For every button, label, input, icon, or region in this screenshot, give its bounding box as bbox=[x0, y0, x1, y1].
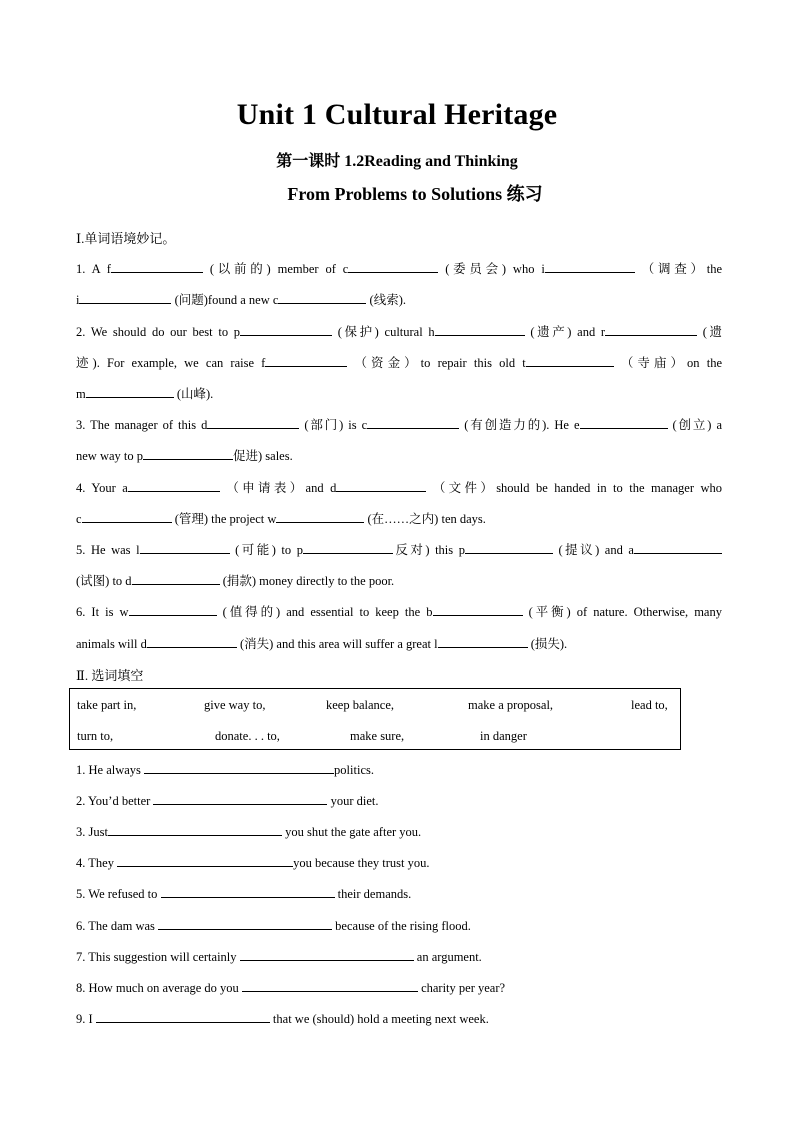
text-segment: （文件）should be handed in to the manager who bbox=[432, 481, 722, 495]
blank[interactable] bbox=[276, 509, 364, 523]
blank[interactable] bbox=[153, 791, 327, 805]
s2-q3 bbox=[76, 822, 722, 840]
text-segment: 迹). For example, we can raise f bbox=[76, 356, 266, 370]
s2-q6 bbox=[76, 916, 722, 934]
text-segment: (有创造力的). He e bbox=[464, 418, 580, 432]
q2-line-1 bbox=[76, 322, 722, 340]
text-segment: （资金）to repair this old t bbox=[354, 356, 526, 370]
s2-q2 bbox=[76, 791, 722, 809]
q4-line-1 bbox=[76, 478, 722, 496]
text-segment: 1. He always bbox=[76, 763, 141, 777]
text-segment: (创立) a bbox=[672, 418, 723, 432]
text-segment: (在……之内) ten days. bbox=[367, 512, 486, 526]
lesson-topic: From Problems to Solutions 练习 bbox=[287, 184, 543, 204]
blank[interactable] bbox=[605, 322, 697, 336]
q6-line-2 bbox=[76, 634, 722, 652]
text-segment: (遗 bbox=[702, 325, 723, 339]
text-segment: (值得的) and essential to keep the b bbox=[222, 605, 433, 619]
q2-line-3 bbox=[76, 384, 722, 402]
blank[interactable] bbox=[96, 1009, 270, 1023]
q6-line-1 bbox=[76, 602, 722, 620]
text-segment: （申请表）and d bbox=[226, 481, 337, 495]
section-2-heading: Ⅱ. 选词填空 bbox=[76, 668, 144, 683]
text-segment: politics. bbox=[334, 763, 374, 777]
text-segment: 反对) this p bbox=[392, 543, 465, 557]
text-segment: 5. We refused to bbox=[76, 887, 158, 901]
text-segment: （调查）the bbox=[641, 262, 723, 276]
blank[interactable] bbox=[545, 259, 635, 273]
text-segment: c bbox=[76, 512, 82, 526]
blank[interactable] bbox=[144, 760, 334, 774]
q3-line-1 bbox=[76, 415, 722, 433]
word-option: in danger bbox=[480, 729, 527, 743]
q3-line-2 bbox=[76, 446, 722, 464]
blank[interactable] bbox=[140, 540, 230, 554]
blank[interactable] bbox=[336, 478, 426, 492]
blank[interactable] bbox=[86, 384, 174, 398]
blank[interactable] bbox=[240, 322, 332, 336]
text-segment: 1. A f bbox=[76, 262, 111, 276]
text-segment: your diet. bbox=[330, 794, 379, 808]
blank[interactable] bbox=[580, 415, 668, 429]
page-title: Unit 1 Cultural Heritage bbox=[236, 98, 558, 131]
text-segment: (平衡) of nature. Otherwise, many bbox=[528, 605, 722, 619]
text-segment: 9. I bbox=[76, 1012, 93, 1026]
text-segment: 2. You’d better bbox=[76, 794, 151, 808]
blank[interactable] bbox=[207, 415, 299, 429]
blank[interactable] bbox=[278, 290, 366, 304]
s2-q9 bbox=[76, 1009, 722, 1027]
s2-q1 bbox=[76, 760, 722, 778]
text-segment: 2. We should do our best to p bbox=[76, 325, 241, 339]
text-segment: (遗产) and r bbox=[530, 325, 606, 339]
lesson-subtitle: 第一课时 1.2Reading and Thinking bbox=[276, 153, 518, 170]
text-segment: 6. It is w bbox=[76, 605, 129, 619]
word-option: take part in, bbox=[77, 698, 137, 712]
text-segment: their demands. bbox=[337, 887, 412, 901]
blank[interactable] bbox=[438, 634, 528, 648]
text-segment: (以前的) member of c bbox=[209, 262, 349, 276]
word-option: make sure, bbox=[350, 729, 405, 743]
word-option: turn to, bbox=[77, 729, 114, 743]
section-1-heading: Ⅰ.单词语境妙记。 bbox=[76, 231, 176, 246]
word-box bbox=[69, 688, 681, 750]
text-segment: (可能) to p bbox=[235, 543, 303, 557]
blank[interactable] bbox=[129, 602, 217, 616]
text-segment: 8. How much on average do you bbox=[76, 981, 239, 995]
text-segment: (捐款) money directly to the poor. bbox=[222, 574, 395, 588]
text-segment: 6. The dam was bbox=[76, 919, 155, 933]
q1-line-1 bbox=[76, 259, 722, 277]
text-segment: you because they trust you. bbox=[293, 856, 430, 870]
blank[interactable] bbox=[303, 540, 393, 554]
blank[interactable] bbox=[147, 634, 237, 648]
q5-line-1 bbox=[76, 540, 722, 558]
blank[interactable] bbox=[240, 947, 414, 961]
blank[interactable] bbox=[265, 353, 347, 367]
blank[interactable] bbox=[242, 978, 418, 992]
text-segment: 5. He was l bbox=[76, 543, 140, 557]
blank[interactable] bbox=[348, 259, 438, 273]
s2-q8 bbox=[76, 978, 722, 996]
blank[interactable] bbox=[465, 540, 553, 554]
word-option: give way to, bbox=[204, 698, 266, 712]
text-segment: because of the rising flood. bbox=[335, 919, 471, 933]
blank[interactable] bbox=[117, 853, 293, 867]
blank[interactable] bbox=[128, 478, 220, 492]
text-segment: (提议) and a bbox=[558, 543, 634, 557]
text-segment: 4. They bbox=[76, 856, 114, 870]
blank[interactable] bbox=[161, 884, 335, 898]
text-segment: (山峰). bbox=[176, 387, 214, 401]
text-segment: (损失). bbox=[530, 637, 568, 651]
blank[interactable] bbox=[79, 290, 171, 304]
text-segment: animals will d bbox=[76, 637, 147, 651]
q2-line-2 bbox=[76, 353, 722, 371]
text-segment: you shut the gate after you. bbox=[285, 825, 422, 839]
blank[interactable] bbox=[108, 822, 282, 836]
blank[interactable] bbox=[433, 602, 523, 616]
text-segment: (问题)found a new c bbox=[174, 293, 279, 307]
text-segment: 4. Your a bbox=[76, 481, 128, 495]
text-segment: （寺庙）on the bbox=[620, 356, 722, 370]
blank[interactable] bbox=[435, 322, 525, 336]
text-segment: 7. This suggestion will certainly bbox=[76, 950, 237, 964]
q4-line-2 bbox=[76, 509, 722, 527]
blank[interactable] bbox=[367, 415, 459, 429]
text-segment: (线索). bbox=[369, 293, 406, 307]
q5-line-2 bbox=[76, 571, 722, 589]
text-segment: (消失) and this area will suffer a great l bbox=[239, 637, 438, 651]
blank[interactable] bbox=[111, 259, 203, 273]
text-segment: (管理) the project w bbox=[174, 512, 277, 526]
text-segment: charity per year? bbox=[421, 981, 506, 995]
text-segment: (委员会) who i bbox=[445, 262, 545, 276]
text-segment: an argument. bbox=[416, 950, 482, 964]
word-option: keep balance, bbox=[326, 698, 395, 712]
text-segment: (保护) cultural h bbox=[337, 325, 435, 339]
s2-q7 bbox=[76, 947, 722, 965]
text-segment: new way to p bbox=[76, 449, 143, 463]
word-option: make a proposal, bbox=[468, 698, 554, 712]
text-segment: i bbox=[76, 293, 80, 307]
blank[interactable] bbox=[82, 509, 172, 523]
text-segment: 3. Just bbox=[76, 825, 108, 839]
s2-q4 bbox=[76, 853, 722, 871]
blank[interactable] bbox=[143, 446, 233, 460]
text-segment: 3. The manager of this d bbox=[76, 418, 208, 432]
blank[interactable] bbox=[526, 353, 614, 367]
q1-line-2 bbox=[76, 290, 722, 308]
text-segment: m bbox=[76, 387, 86, 401]
text-segment: 促进) sales. bbox=[233, 449, 293, 463]
word-option: lead to, bbox=[631, 698, 668, 712]
text-segment: (部门) is c bbox=[304, 418, 368, 432]
text-segment: that we (should) hold a meeting next week. bbox=[272, 1012, 489, 1026]
text-segment: (试图) to d bbox=[76, 574, 132, 588]
s2-q5 bbox=[76, 884, 722, 902]
blank[interactable] bbox=[132, 571, 220, 585]
word-option: donate. . . to, bbox=[215, 729, 280, 743]
blank[interactable] bbox=[158, 916, 332, 930]
blank[interactable] bbox=[634, 540, 722, 554]
